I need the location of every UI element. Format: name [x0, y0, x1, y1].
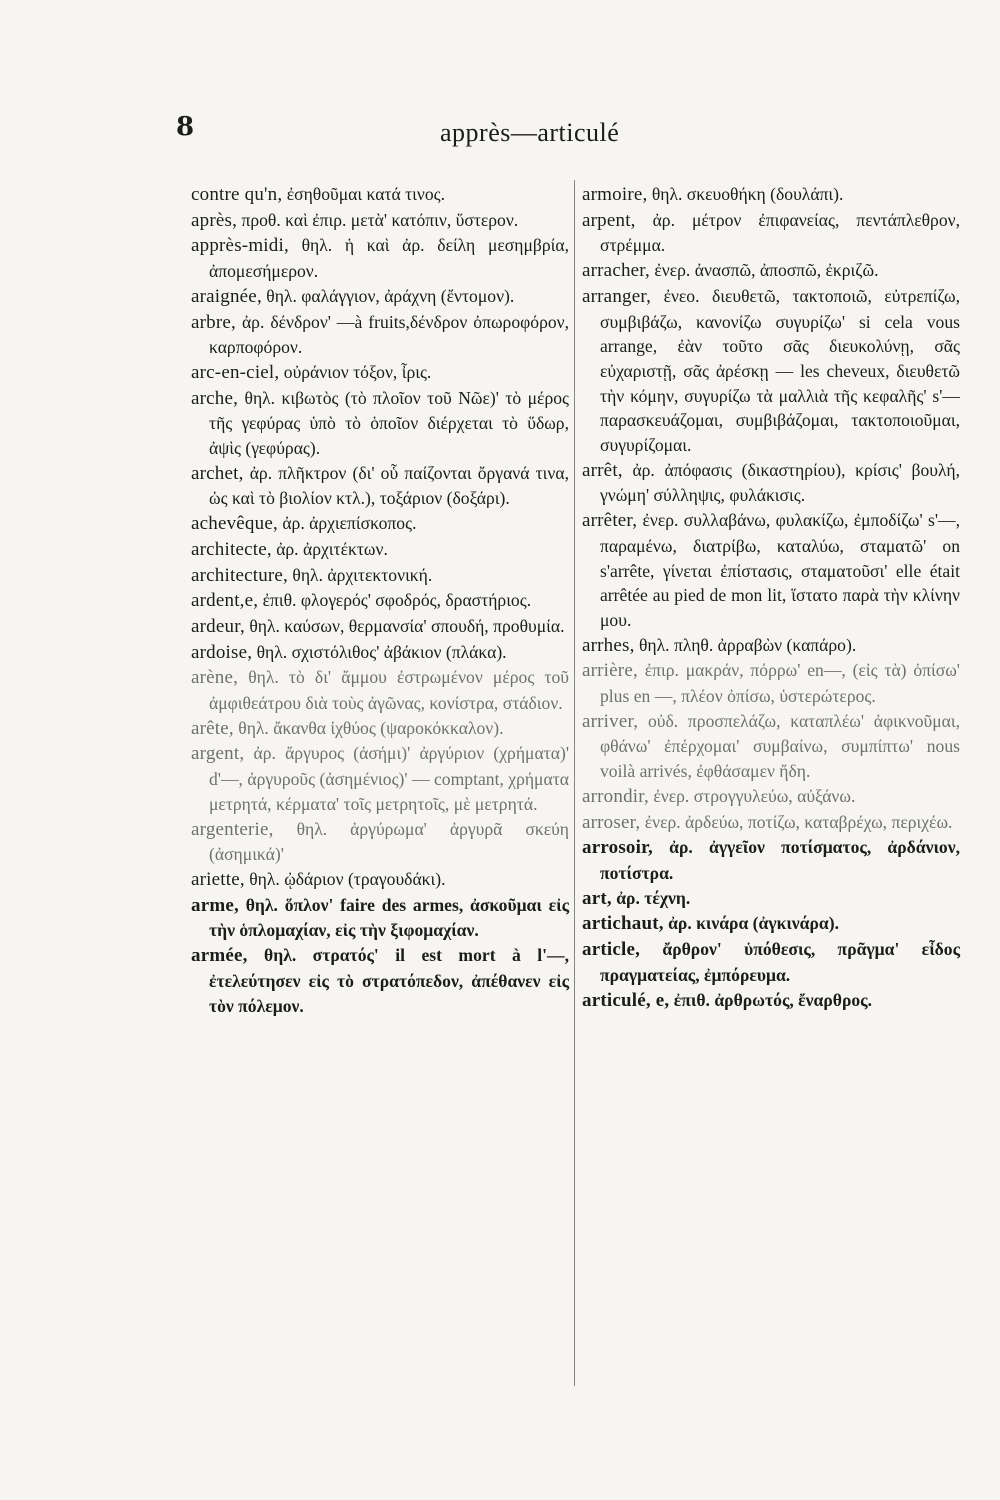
entry-definition: ἐσηθοῦμαι κατά τινος.: [286, 184, 446, 204]
entry-definition: ἀρ. πλῆκτρον (δι' οὗ παίζονται ὄργανά τινα, ὡς καὶ τὸ βιολίον κτλ.), τοξάριον (δοξάρι).: [209, 462, 569, 509]
dictionary-entry: [582, 284, 960, 458]
dictionary-entry: [191, 511, 569, 537]
dictionary-entry: [191, 640, 569, 666]
entry-headword: argenterie,: [191, 818, 274, 840]
dictionary-entry: [191, 182, 569, 208]
entry-definition: ἐνερ. στρογγυλεύω, αὐξάνω.: [653, 785, 856, 806]
dictionary-entry: [191, 386, 569, 461]
dictionary-entry: [191, 893, 569, 943]
entry-definition: θηλ. πληθ. ἀρραβὼν (καπάρο).: [638, 634, 857, 655]
entry-definition: θηλ. σχιστόλιθος' ἀβάκιον (πλάκα).: [256, 641, 507, 662]
dictionary-entry: [582, 835, 960, 885]
entry-definition: ἐπιθ. φλογερός' σφοδρός, δραστήριος.: [262, 590, 532, 611]
dictionary-entry: [191, 817, 569, 867]
dictionary-entry: [582, 784, 960, 810]
entry-definition: θηλ. ἀργύρωμα' ἀργυρᾶ σκεύη (ἀσημικά)': [209, 818, 570, 865]
entry-headword: apprès-midi,: [191, 235, 289, 257]
entry-headword: arrêt,: [582, 459, 623, 481]
entry-definition: ἀρ. ἄργυρος (ἀσήμι)' ἀργύριον (χρήματα)' d'—, ἀργυροῦς (ἀσημένιος)' — comptant, χρήματα μετρητά, κέρματα' τοῖς μετρητοῖς, μὲ μετρητά.: [209, 743, 569, 814]
entry-headword: art,: [582, 887, 612, 909]
left-column: [191, 182, 569, 1018]
entry-definition: ἐπιρ. μακράν, πόρρω' en—, (εἰς τὰ) ὀπίσω' plus en —, πλέον ὀπίσω, ὑστερώτερος.: [600, 660, 960, 707]
dictionary-entry: [582, 937, 960, 987]
entry-definition: ἀρ. τέχνη.: [616, 887, 691, 908]
entry-definition: θηλ. ἄκανθα ἰχθύος (ψαροκόκκαλον).: [238, 717, 504, 738]
dictionary-entry: [582, 709, 960, 784]
dictionary-entry: [582, 988, 960, 1014]
dictionary-entry: [191, 461, 569, 511]
entry-headword: article,: [582, 939, 641, 961]
entry-definition: ἐνερ. ἀρδεύω, ποτίζω, καταβρέχω, περιχέω.: [644, 811, 953, 832]
entry-headword: arriver,: [582, 710, 639, 732]
dictionary-entry: [191, 867, 569, 893]
entry-headword: arracher,: [582, 260, 651, 282]
dictionary-entry: [582, 258, 960, 284]
dictionary-entry: [582, 633, 960, 659]
entry-headword: arrondir,: [582, 785, 649, 807]
entry-definition: προθ. καὶ ἐπιρ. μετὰ' κατόπιν, ὕστερον.: [241, 209, 519, 230]
entry-definition: θηλ. τὸ δι' ἄμμου ἐστρωμένον μέρος τοῦ ἀμφιθεάτρου διὰ τοὺς ἀγῶνας, κονίστρα, στάδιον.: [209, 667, 569, 714]
entry-headword: architecture,: [191, 564, 289, 586]
dictionary-entry: [191, 537, 569, 563]
dictionary-entry: [582, 182, 960, 208]
entry-definition: θηλ. στρατός' il est mort à l'—, ἐτελεύτησεν εἰς τὸ στρατόπεδον, ἀπέθανεν εἰς τὸν πόλεμον.: [209, 945, 569, 1016]
dictionary-entry: [582, 810, 960, 836]
column-divider: [574, 180, 575, 1386]
dictionary-entry: [191, 588, 569, 614]
dictionary-entry: [582, 886, 960, 912]
entry-definition: ἄρθρον' ὑπόθεσις, πρᾶγμα' εἶδος πραγματείας, ἐμπόρευμα.: [600, 939, 960, 985]
entry-headword: arrosoir,: [582, 837, 653, 859]
entry-headword: arbre,: [191, 311, 236, 333]
entry-headword: arroser,: [582, 811, 641, 833]
entry-headword: arrhes,: [582, 634, 635, 656]
running-head: apprès—articulé: [440, 118, 620, 147]
entry-headword: armoire,: [582, 184, 648, 205]
entry-definition: θηλ. ᾠδάριον (τραγουδάκι).: [249, 868, 446, 889]
entry-definition: θηλ. φαλάγγιον, ἀράχνη (ἔντομον).: [266, 285, 515, 306]
dictionary-entry: [191, 943, 569, 1018]
dictionary-entry: [582, 911, 960, 937]
entry-definition: θηλ. ἡ καὶ ἀρ. δείλη μεσημβρία, ἀπομεσήμερον.: [209, 235, 569, 282]
entry-headword: arrêter,: [582, 510, 638, 532]
entry-headword: après,: [191, 209, 238, 231]
entry-headword: argent,: [191, 743, 245, 765]
dictionary-entry: [582, 208, 960, 258]
entry-definition: ἐνερ. ἀνασπῶ, ἀποσπῶ, ἐκριζῶ.: [654, 260, 879, 281]
dictionary-entry: [582, 508, 960, 633]
entry-definition: ἀρ. κινάρα (ἀγκινάρα).: [668, 913, 839, 934]
entry-headword: arête,: [191, 717, 234, 739]
entry-definition: ἐνερ. συλλαβάνω, φυλακίζω, ἐμποδίζω' s'—, παραμένω, διατρίβω, καταλύω, σταματῶ' on s'arrête, γίνεται ἐπίστασις, σταματοῦσι' elle était arrêtée au pied de mon lit, ἵστατο παρὰ τὴν κλίνην μου.: [600, 510, 960, 630]
entry-definition: οὐδ. προσπελάζω, καταπλέω' ἀφικνοῦμαι, φθάνω' ἐπέρχομαι' συμβαίνω, συμπίπτω' nous voilà arrivés, ἐφθάσαμεν ἤδη.: [600, 710, 960, 782]
entry-headword: arme,: [191, 894, 239, 916]
dictionary-entry: [191, 360, 569, 386]
dictionary-entry: [191, 208, 569, 234]
entry-definition: οὐράνιον τόξον, ἶρις.: [283, 361, 432, 382]
entry-definition: ἀρ. ἀπόφασις (δικαστηρίου), κρίσις' βουλή, γνώμη' σύλληψις, φυλάκισις.: [600, 459, 960, 506]
dictionary-entry: [191, 716, 569, 742]
dictionary-entry: [191, 665, 569, 715]
entry-headword: archet,: [191, 462, 244, 484]
entry-definition: ἀρ. ἀγγεῖον ποτίσματος, ἀρδάνιον, ποτίστρα.: [600, 837, 960, 883]
dictionary-entry: [191, 741, 569, 816]
entry-definition: θηλ. ἀρχιτεκτονική.: [292, 564, 433, 585]
entry-headword: arpent,: [582, 209, 636, 231]
dictionary-entry: [582, 658, 960, 708]
entry-headword: araignée,: [191, 285, 262, 307]
entry-headword: architecte,: [191, 538, 272, 560]
dictionary-entry: [191, 284, 569, 310]
dictionary-entry: [191, 233, 569, 283]
entry-headword: armée,: [191, 945, 248, 967]
dictionary-entry: [582, 458, 960, 508]
entry-headword: achevêque,: [191, 513, 278, 535]
entry-headword: articulé, e,: [582, 989, 670, 1011]
entry-definition: ἀρ. ἀρχιτέκτων.: [276, 538, 388, 559]
entry-definition: θηλ. σκευοθήκη (δουλάπι).: [651, 184, 844, 204]
entry-headword: artichaut,: [582, 913, 664, 935]
entry-definition: θηλ. ὅπλον' faire des armes, ἀσκοῦμαι εἰς τὴν ὁπλομαχίαν, εἰς τὴν ξιφομαχίαν.: [209, 894, 569, 941]
entry-headword: ardeur,: [191, 615, 245, 637]
entry-headword: ardent,e,: [191, 590, 259, 612]
entry-definition: ἐπιθ. ἀρθρωτός, ἔναρθρος.: [673, 989, 872, 1010]
entry-headword: arc-en-ciel,: [191, 361, 280, 383]
entry-definition: ἀρ. δένδρον' —à fruits,δένδρον ὀπωροφόρον, καρποφόρον.: [209, 311, 569, 358]
entry-headword: ariette,: [191, 868, 245, 890]
entry-definition: θηλ. καύσων, θερμανσία' σπουδή, προθυμία.: [249, 615, 565, 636]
entry-definition: ἀρ. μέτρον ἐπιφανείας, πεντάπλεθρον, στρέμμα.: [600, 209, 960, 256]
dictionary-entry: [191, 310, 569, 360]
entry-headword: ardoise,: [191, 641, 253, 663]
entry-headword: arche,: [191, 387, 239, 409]
entry-definition: ἀρ. ἀρχιεπίσκοπος.: [282, 513, 417, 534]
page-number: 8: [176, 112, 194, 142]
dictionary-entry: [191, 563, 569, 589]
entry-headword: arène,: [191, 667, 239, 689]
entry-definition: θηλ. κιβωτὸς (τὸ πλοῖον τοῦ Νῶε)' τὸ μέρος τῆς γεφύρας ὑπὸ τὸ ὁποῖον διέρχεται τὸ ὕδωρ, ἀψὶς (γεφύρας).: [209, 387, 569, 459]
entry-headword: arrière,: [582, 660, 638, 682]
entry-definition: ἐνεο. διευθετῶ, τακτοποιῶ, εὐτρεπίζω, συμβιβάζω, κανονίζω συγυρίζω' si cela vous arrange, ἐὰν τοῦτο σᾶς διευκολύνῃ, σᾶς εὐχαριστῇ, σᾶς ἀρέσκῃ — les cheveux, διευθετῶ τὴν κόμην, συγυρίζω τὰ μαλλιὰ τῆς κεφαλῆς' s'—παρασκευάζομαι, συμβιβάζομαι, τακτοποιοῦμαι, συγυρίζομαι.: [600, 285, 960, 456]
entry-headword: arranger,: [582, 285, 652, 307]
entry-headword: contre qu'n,: [191, 184, 283, 205]
dictionary-entry: [191, 614, 569, 640]
right-column: [582, 182, 960, 1013]
